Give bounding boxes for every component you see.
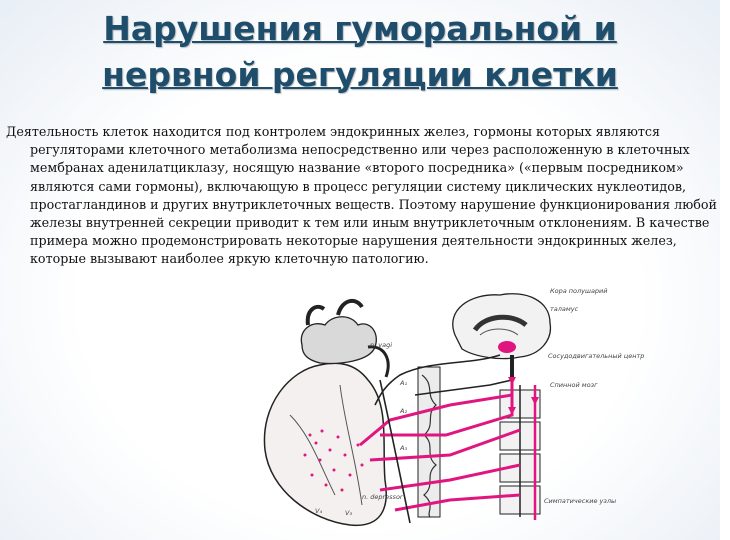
label-n-depressor: n. depressor (362, 493, 403, 501)
label-a3: A₃ (400, 444, 408, 452)
title-line-1: Нарушения гуморальной и (103, 9, 617, 48)
label-a1: A₁ (400, 379, 408, 387)
body-paragraph: Деятельность клеток находится под контролем эндокринных желез, гормоны которых являются регуляторами клеточного метаболизма непосредственно или через расположенную в клеточных мембранах аденилатциклазу, носящую название «второго посредника» («первым посредником» являются сами гормоны), включающую в процесс регуляции систему циклических нуклеотидов, простагландинов и других внутриклеточных веществ. Поэтому нарушение функционирования любой железы внутренней секреции приводит к тем или иным внутриклеточным отклонениям. В качестве примера можно продемонстрировать некоторые нарушения деятельности эндокринных желез, которые вызывают наиболее яркую клеточную патологию. (6, 124, 717, 267)
spinal-cord (418, 367, 440, 517)
slide-title (40, 6, 680, 98)
heart-illustration (264, 301, 388, 525)
label-vasomotor-center: Сосудодвигательный центр (548, 352, 645, 360)
label-cortex: Кора полушарий (550, 287, 608, 295)
label-v4: V₄ (315, 507, 323, 515)
figure-drawing (250, 285, 645, 535)
label-n-vagi: n. vagi (370, 341, 393, 349)
label-sympathetic-nodes: Симпатические узлы (544, 497, 617, 505)
brain-illustration (453, 294, 551, 380)
heart-innervation-figure (250, 285, 645, 535)
label-thalamus: таламус (550, 305, 579, 313)
label-v3: V₃ (345, 509, 353, 517)
title-line-2: нервной регуляции клетки (102, 55, 618, 94)
label-spinal-cord: Спинной мозг (550, 381, 598, 389)
label-a2: A₂ (400, 407, 408, 415)
